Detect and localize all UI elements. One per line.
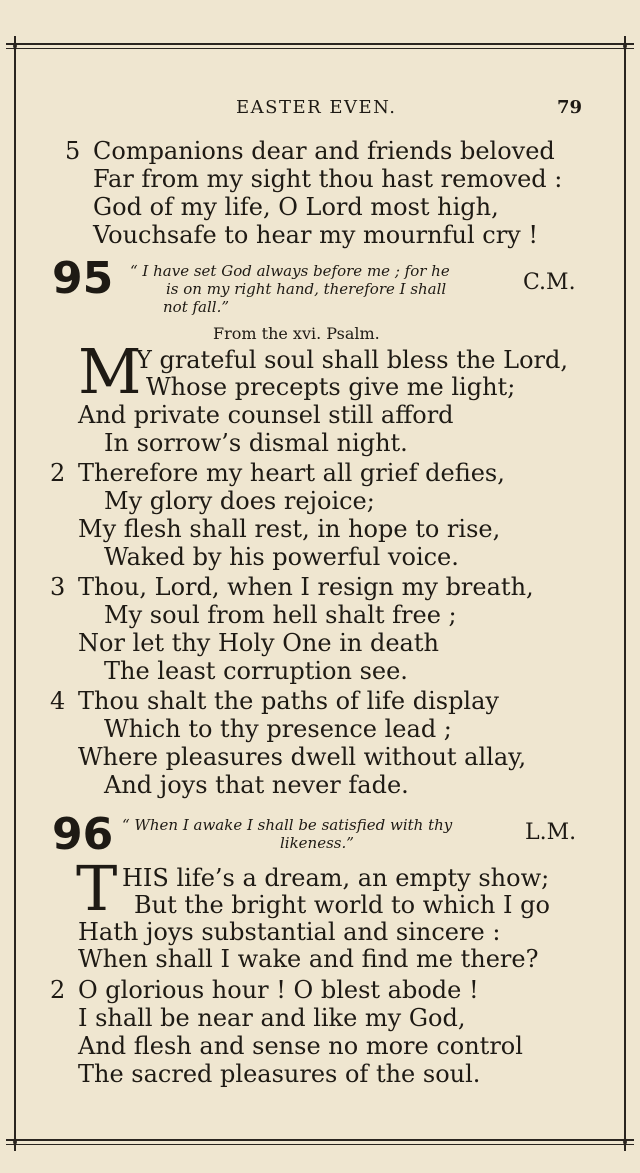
- page-number: 79: [556, 97, 582, 118]
- hymn-epigraph-line: “ When I awake I shall be satisfied with thy: [122, 816, 453, 834]
- frame-bottom-rule: [6, 1139, 634, 1141]
- verse-line: The sacred pleasures of the soul.: [78, 1060, 481, 1088]
- verse-line: The least corruption see.: [104, 657, 408, 685]
- verse-line: God of my life, O Lord most high,: [93, 193, 499, 221]
- running-title: EASTER EVEN.: [236, 97, 397, 118]
- verse-number: 2: [50, 976, 66, 1004]
- verse-line: But the bright world to which I go: [134, 891, 550, 919]
- corner-ornament-bottom-right: [618, 1135, 632, 1149]
- verse-line: Y grateful soul shall bless the Lord,: [136, 346, 568, 374]
- verse-line: Waked by his powerful voice.: [104, 543, 459, 571]
- hymn-epigraph-line: not fall.”: [163, 298, 230, 316]
- verse-number: 5: [65, 137, 81, 165]
- verse-line: Companions dear and friends beloved: [93, 137, 555, 165]
- verse-line: Which to thy presence lead ;: [104, 715, 452, 743]
- verse-line: I shall be near and like my God,: [78, 1004, 466, 1032]
- hymn-meter: L.M.: [525, 820, 577, 845]
- verse-line: Nor let thy Holy One in death: [78, 629, 439, 657]
- frame-left-rule: [14, 36, 16, 1151]
- corner-ornament-top-left: [8, 39, 22, 53]
- hymn-epigraph-line: likeness.”: [280, 834, 354, 852]
- verse-line: Thou shalt the paths of life display: [78, 687, 499, 715]
- hymn-number: 96: [52, 809, 114, 860]
- corner-ornament-top-right: [618, 39, 632, 53]
- verse-line: When shall I wake and find me there?: [78, 945, 539, 973]
- frame-right-rule: [624, 36, 626, 1151]
- verse-line: Where pleasures dwell without allay,: [78, 743, 527, 771]
- hymn-epigraph-line: “ I have set God always before me ; for he: [130, 262, 450, 280]
- corner-ornament-bottom-left: [8, 1135, 22, 1149]
- running-head: [0, 97, 640, 121]
- verse-line: Vouchsafe to hear my mournful cry !: [93, 221, 538, 249]
- verse-line: O glorious hour ! O blest abode !: [78, 976, 479, 1004]
- frame-top-rule: [6, 43, 634, 45]
- verse-number: 2: [50, 459, 66, 487]
- frame-bottom-rule-inner: [6, 1144, 634, 1145]
- hymn-number: 95: [52, 253, 114, 304]
- drop-cap: M: [78, 335, 142, 408]
- verse-line: My glory does rejoice;: [104, 487, 375, 515]
- verse-line: In sorrow’s dismal night.: [104, 429, 408, 457]
- hymn-source: From the xvi. Psalm.: [213, 324, 380, 343]
- hymn-meter: C.M.: [523, 270, 576, 295]
- verse-line: My soul from hell shalt free ;: [104, 601, 457, 629]
- verse-line: And flesh and sense no more control: [78, 1032, 523, 1060]
- verse-line: Hath joys substantial and sincere :: [78, 918, 501, 946]
- verse-line: And joys that never fade.: [104, 771, 409, 799]
- frame-top-rule-inner: [6, 48, 634, 49]
- verse-line: My flesh shall rest, in hope to rise,: [78, 515, 501, 543]
- verse-line: Therefore my heart all grief defies,: [78, 459, 505, 487]
- verse-line: Far from my sight thou hast removed :: [93, 165, 563, 193]
- verse-number: 3: [50, 573, 66, 601]
- verse-number: 4: [50, 687, 66, 715]
- verse-line: Thou, Lord, when I resign my breath,: [78, 573, 534, 601]
- verse-line: Whose precepts give me light;: [146, 373, 516, 401]
- drop-cap: T: [76, 852, 118, 925]
- verse-line: HIS life’s a dream, an empty show;: [122, 864, 550, 892]
- verse-line: And private counsel still afford: [78, 401, 454, 429]
- hymn-epigraph-line: is on my right hand, therefore I shall: [166, 280, 447, 298]
